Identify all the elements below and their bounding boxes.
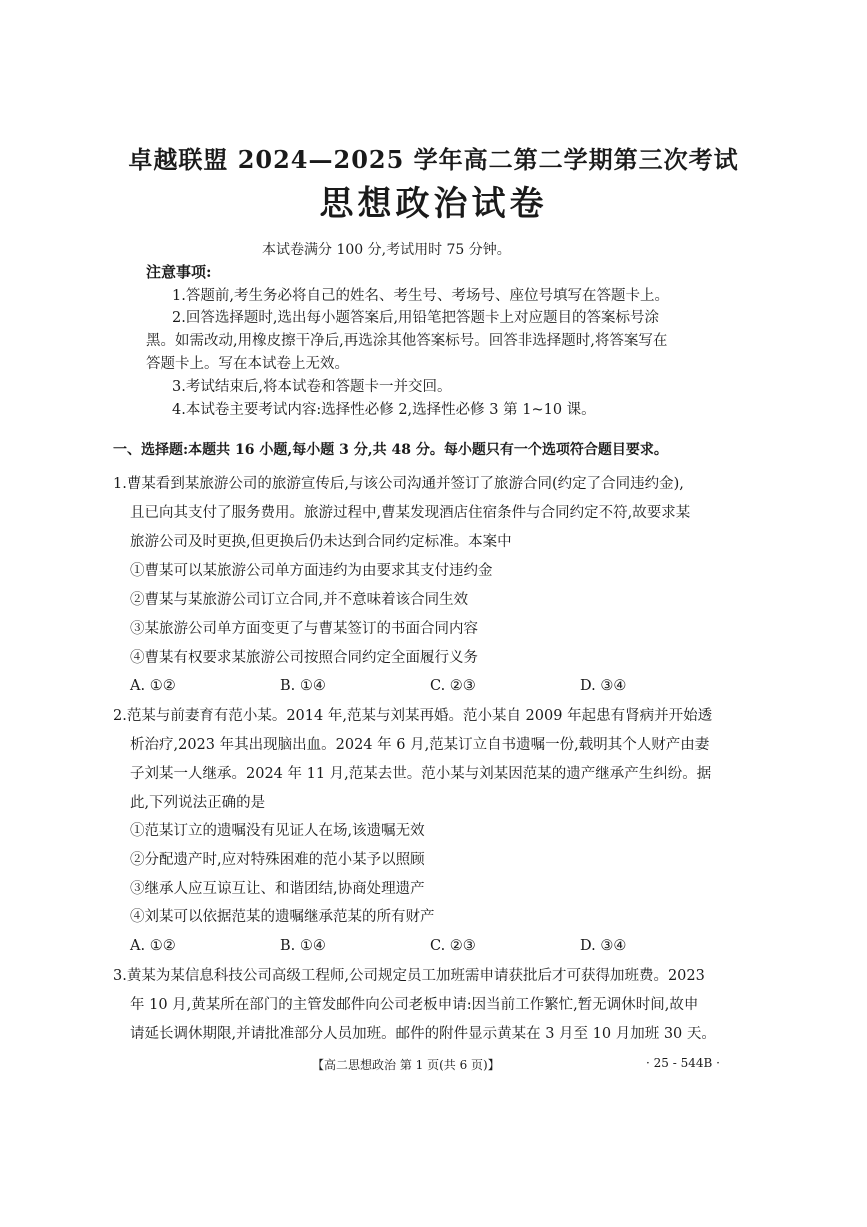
- question-3-line: 年 10 月,黄某所在部门的主管发邮件向公司老板申请:因当前工作繁忙,暂无调休时间,故申: [130, 997, 699, 1013]
- notice-line: 2.回答选择题时,选出每小题答案后,用铅笔把答题卡上对应题目的答案标号涂: [172, 310, 660, 326]
- question-2-statement: ③继承人应互谅互让、和谐团结,协商处理遗产: [130, 881, 425, 897]
- question-1-line: 旅游公司及时更换,但更换后仍未达到合同约定标准。本案中: [130, 534, 512, 550]
- question-1-statement: ③某旅游公司单方面变更了与曹某签订的书面合同内容: [130, 621, 478, 637]
- question-1-line: 且已向其支付了服务费用。旅游过程中,曹某发现酒店住宿条件与合同约定不符,故要求某: [130, 505, 691, 521]
- question-1-statement: ④曹某有权要求某旅游公司按照合同约定全面履行义务: [130, 650, 478, 666]
- question-1-option-c: C. ②③: [430, 678, 476, 694]
- notice-line: 3.考试结束后,将本试卷和答题卡一并交回。: [172, 379, 452, 395]
- question-1-line: 1.曹某看到某旅游公司的旅游宣传后,与该公司沟通并签订了旅游合同(约定了合同违约金),: [113, 476, 684, 492]
- exam-info: 本试卷满分 100 分,考试用时 75 分钟。: [262, 242, 511, 258]
- notice-heading: 注意事项:: [146, 263, 212, 281]
- question-2-option-a: A. ①②: [130, 938, 176, 954]
- question-2-option-b: B. ①④: [280, 938, 326, 954]
- notice-line: 4.本试卷主要考试内容:选择性必修 2,选择性必修 3 第 1~10 课。: [172, 402, 596, 418]
- question-1-option-d: D. ③④: [580, 678, 627, 694]
- notice-line: 黑。如需改动,用橡皮擦干净后,再选涂其他答案标号。回答非选择题时,将答案写在: [146, 333, 668, 349]
- exam-title: 卓越联盟 2024—2025 学年高二第二学期第三次考试: [128, 145, 739, 174]
- section-heading: 一、选择题:本题共 16 小题,每小题 3 分,共 48 分。每小题只有一个选项符合题目要求。: [113, 442, 668, 458]
- question-2-line: 子刘某一人继承。2024 年 11 月,范某去世。范小某与刘某因范某的遗产继承产生纠纷。据: [130, 766, 712, 782]
- question-2-line: 此,下列说法正确的是: [130, 795, 266, 811]
- question-1-option-a: A. ①②: [130, 678, 176, 694]
- question-2-option-c: C. ②③: [430, 938, 476, 954]
- question-2-option-d: D. ③④: [580, 938, 627, 954]
- question-1-statement: ①曹某可以某旅游公司单方面违约为由要求其支付违约金: [130, 563, 493, 579]
- page-footer: 【高二思想政治 第 1 页(共 6 页)】: [312, 1058, 500, 1072]
- question-2-line: 2.范某与前妻育有范小某。2014 年,范某与刘某再婚。范小某自 2009 年起患有肾病并开始透: [113, 708, 713, 724]
- question-3-line: 3.黄某为某信息科技公司高级工程师,公司规定员工加班需申请获批后才可获得加班费。2023: [113, 968, 705, 984]
- question-2-statement: ②分配遗产时,应对特殊困难的范小某予以照顾: [130, 852, 425, 868]
- notice-line: 1.答题前,考生务必将自己的姓名、考生号、考场号、座位号填写在答题卡上。: [172, 288, 669, 304]
- question-2-statement: ①范某订立的遗嘱没有见证人在场,该遗嘱无效: [130, 823, 425, 839]
- notice-line: 答题卡上。写在本试卷上无效。: [146, 356, 349, 372]
- exam-code: · 25 - 544B ·: [646, 1056, 720, 1070]
- question-3-line: 请延长调休期限,并请批准部分人员加班。邮件的附件显示黄某在 3 月至 10 月加班 30 天。: [130, 1026, 716, 1042]
- question-1-statement: ②曹某与某旅游公司订立合同,并不意味着该合同生效: [130, 592, 469, 608]
- question-2-line: 析治疗,2023 年其出现脑出血。2024 年 6 月,范某订立自书遗嘱一份,载明其个人财产由妻: [130, 737, 710, 753]
- subject-title: 思想政治试卷: [319, 184, 548, 224]
- question-1-option-b: B. ①④: [280, 678, 326, 694]
- question-2-statement: ④刘某可以依据范某的遗嘱继承范某的所有财产: [130, 909, 435, 925]
